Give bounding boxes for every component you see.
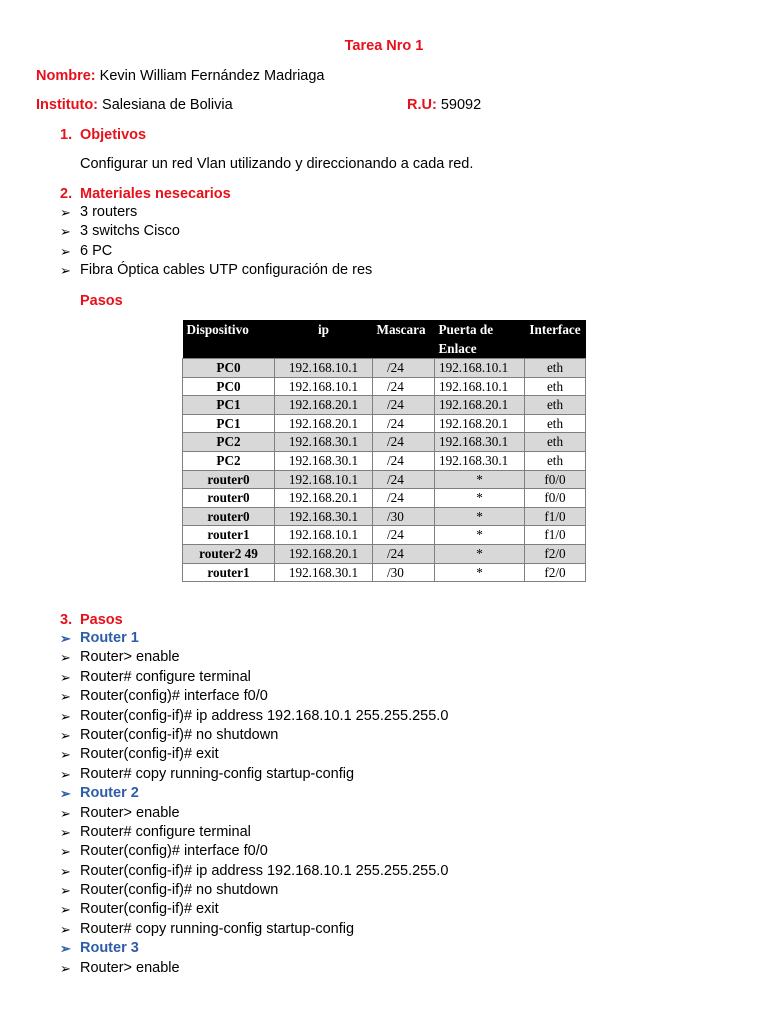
table-row: router0 192.168.10.1 /24 * f0/0 (183, 470, 586, 489)
section2-number: 2. (60, 186, 73, 202)
table-row: PC0 192.168.10.1 /24 192.168.10.1 eth (183, 377, 586, 396)
arrowhead-bullet-icon: ➢ (60, 883, 71, 899)
command-line: ➢ Router(config)# interface f0/0 (60, 687, 448, 706)
command-line: ➢ Router(config-if)# no shutdown (60, 881, 448, 900)
arrowhead-bullet-icon: ➢ (60, 844, 71, 860)
router-heading: ➢ Router 1 (60, 629, 448, 648)
arrowhead-bullet-icon: ➢ (60, 263, 71, 279)
arrowhead-bullet-icon: ➢ (60, 766, 71, 782)
section2-title: Materiales nesecarios (80, 186, 231, 202)
command-line: ➢ Router# copy running-config startup-config (60, 765, 448, 784)
table-row: router0 192.168.20.1 /24 * f0/0 (183, 489, 586, 508)
command-line: ➢ Router(config-if)# ip address 192.168.10.1 255.255.255.0 (60, 862, 448, 881)
instituto-line (36, 96, 233, 114)
arrowhead-bullet-icon: ➢ (60, 805, 71, 821)
ru-line (407, 96, 481, 114)
arrowhead-bullet-icon: ➢ (60, 243, 71, 259)
command-line: ➢ Router> enable (60, 959, 448, 978)
pasos-label: Pasos (80, 293, 123, 309)
section1-title: Objetivos (80, 127, 147, 143)
materials-list (60, 203, 372, 281)
steps-list (60, 629, 448, 978)
table-row: PC0 192.168.10.1 /24 192.168.10.1 eth (183, 359, 586, 378)
table-row: router2 49 192.168.20.1 /24 * f2/0 (183, 544, 586, 563)
arrowhead-bullet-icon: ➢ (60, 205, 71, 220)
router-heading: ➢ Router 3 (60, 939, 448, 958)
nombre-line (36, 67, 325, 85)
arrowhead-bullet-icon: ➢ (60, 689, 71, 705)
table-row: PC1 192.168.20.1 /24 192.168.20.1 eth (183, 396, 586, 415)
ru-value: 59092 (440, 97, 482, 113)
nombre-label: Nombre: (36, 68, 96, 84)
section3-title: Pasos (80, 612, 123, 628)
arrowhead-bullet-icon: ➢ (60, 224, 71, 240)
instituto-value: Salesiana de Bolivia (102, 97, 233, 113)
table-header-row (183, 320, 586, 359)
command-line: ➢ Router(config-if)# ip address 192.168.10.1 255.255.255.0 (60, 707, 448, 726)
table-row: PC2 192.168.30.1 /24 192.168.30.1 eth (183, 451, 586, 470)
arrowhead-bullet-icon: ➢ (60, 863, 71, 879)
network-table (182, 320, 586, 582)
nombre-value: Kevin William Fernández Madriaga (99, 68, 325, 84)
header-ip: ip (275, 320, 373, 359)
list-item: ➢ 3 routers (60, 203, 372, 222)
command-line: ➢ Router(config-if)# no shutdown (60, 726, 448, 745)
header-mascara: Mascara (373, 320, 435, 359)
table-row: router1 192.168.30.1 /30 * f2/0 (183, 563, 586, 582)
section1-number: 1. (60, 127, 73, 143)
command-line: ➢ Router(config-if)# exit (60, 900, 448, 919)
ru-label: R.U: (407, 97, 437, 113)
document-title: Tarea Nro 1 (344, 38, 424, 54)
arrowhead-bullet-icon: ➢ (60, 631, 71, 646)
command-line: ➢ Router(config-if)# exit (60, 745, 448, 764)
arrowhead-bullet-icon: ➢ (60, 824, 71, 840)
arrowhead-bullet-icon: ➢ (60, 747, 71, 763)
list-item: ➢ Fibra Óptica cables UTP configuración de res (60, 261, 372, 280)
command-line: ➢ Router# configure terminal (60, 823, 448, 842)
command-line: ➢ Router(config)# interface f0/0 (60, 842, 448, 861)
arrowhead-bullet-icon: ➢ (60, 960, 71, 976)
arrowhead-bullet-icon: ➢ (60, 786, 71, 802)
arrowhead-bullet-icon: ➢ (60, 669, 71, 685)
table-row: PC1 192.168.20.1 /24 192.168.20.1 eth (183, 414, 586, 433)
router-heading: ➢ Router 2 (60, 784, 448, 803)
arrowhead-bullet-icon: ➢ (60, 941, 71, 957)
section3-number: 3. (60, 612, 73, 628)
command-line: ➢ Router# copy running-config startup-config (60, 920, 448, 939)
command-line: ➢ Router> enable (60, 804, 448, 823)
header-puerta-enlace: Puerta de Enlace (435, 320, 525, 359)
arrowhead-bullet-icon: ➢ (60, 727, 71, 743)
header-interface: Interface (525, 320, 586, 359)
list-item: ➢ 6 PC (60, 242, 372, 261)
list-item: ➢ 3 switchs Cisco (60, 222, 372, 241)
table-row: PC2 192.168.30.1 /24 192.168.30.1 eth (183, 433, 586, 452)
command-line: ➢ Router# configure terminal (60, 668, 448, 687)
arrowhead-bullet-icon: ➢ (60, 650, 71, 666)
section1-text: Configurar un red Vlan utilizando y direccionando a cada red. (80, 156, 474, 172)
arrowhead-bullet-icon: ➢ (60, 921, 71, 937)
arrowhead-bullet-icon: ➢ (60, 902, 71, 918)
arrowhead-bullet-icon: ➢ (60, 708, 71, 724)
header-dispositivo: Dispositivo (183, 320, 275, 359)
table-row: router0 192.168.30.1 /30 * f1/0 (183, 507, 586, 526)
table-body (183, 359, 586, 582)
instituto-label: Instituto: (36, 97, 99, 113)
table-row: router1 192.168.10.1 /24 * f1/0 (183, 526, 586, 545)
command-line: ➢ Router> enable (60, 648, 448, 667)
